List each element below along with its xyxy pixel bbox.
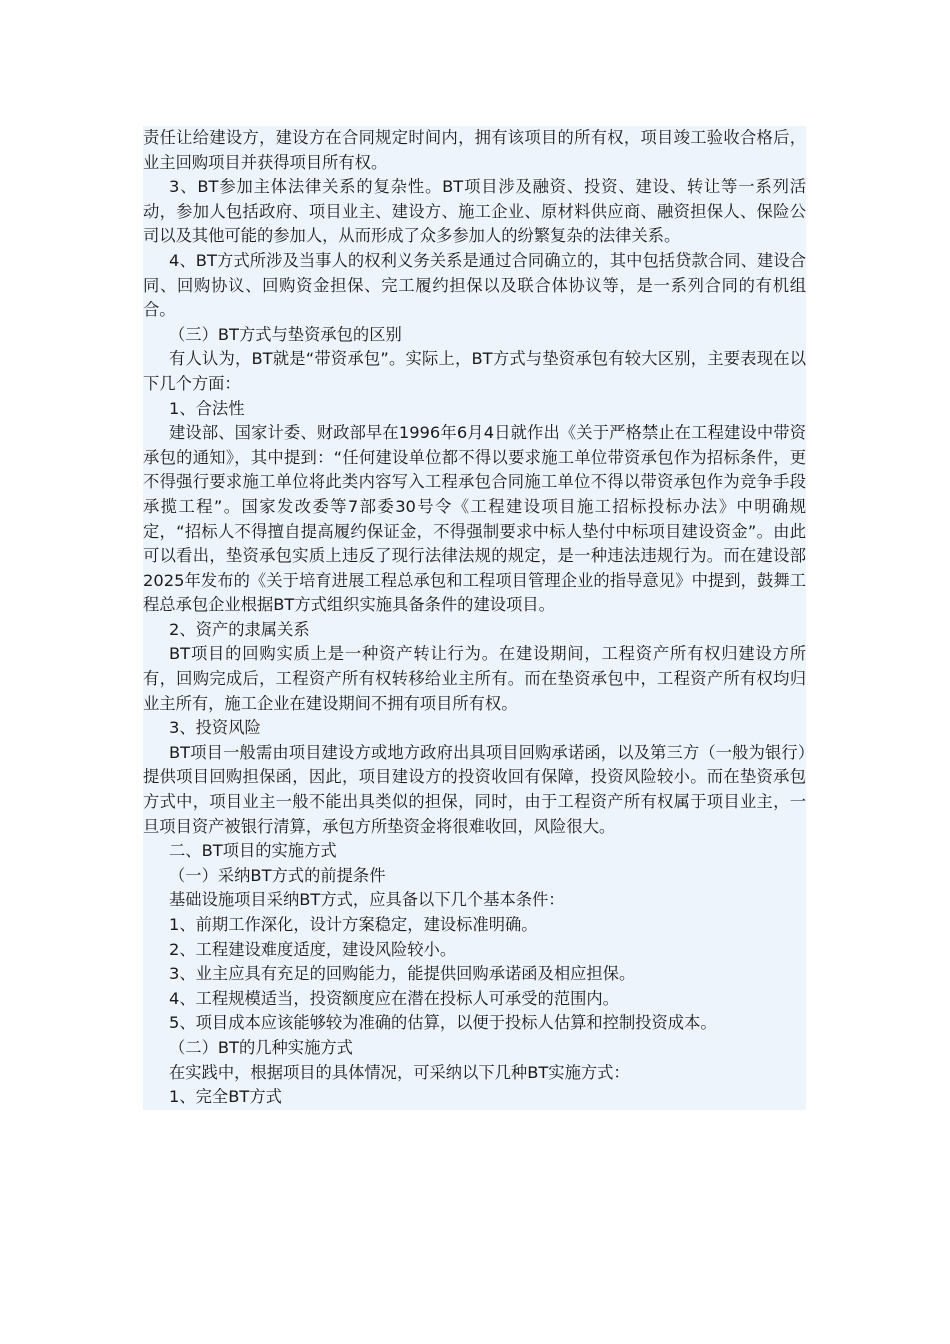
list-item: 2、工程建设难度适度，建设风险较小。	[169, 939, 457, 959]
paragraph: 有人认为，BT就是“带资承包”。实际上，BT方式与垫资承包有较大区别，主要表现在以下几个方面：	[143, 349, 806, 393]
section-heading: （三）BT方式与垫资承包的区别	[169, 324, 402, 344]
list-item: 1、前期工作深化，设计方案稳定，建设标准明确。	[169, 915, 538, 934]
paragraph: BT项目一般需由项目建设方或地方政府出具项目回购承诺函，以及第三方（一般为银行）提供项目回购担保函，因此，项目建设方的投资收回有保障，投资风险较小。而在垫资承包方式中，项目业主一般不能出具类似的担保，同时，由于工程资产所有权属于项目业主，一旦项目资产被银行清算，承包方所垫资金将很难收回，风险很大。	[143, 742, 806, 836]
subheading: 1、合法性	[169, 398, 245, 418]
list-item: 5、项目成本应该能够较为准确的估算，以便于投标人估算和控制投资成本。	[169, 1013, 717, 1033]
section-heading: （二）BT的几种实施方式	[169, 1037, 353, 1057]
paragraph: 3、BT参加主体法律关系的复杂性。BT项目涉及融资、投资、建设、转让等一系列活动，参加人包括政府、项目业主、建设方、施工企业、原材料供应商、融资担保人、保险公司以及其他可能的参加人，从而形成了众多参加人的纷繁复杂的法律关系。	[143, 177, 806, 246]
subheading: 2、资产的隶属关系	[169, 619, 310, 639]
section-heading: 二、BT项目的实施方式	[169, 841, 337, 861]
paragraph: 责任让给建设方，建设方在合同规定时间内，拥有该项目的所有权，项目竣工验收合格后，业主回购项目并获得项目所有权。	[143, 128, 806, 172]
paragraph: 在实践中，根据项目的具体情况，可采纳以下几种BT实施方式：	[169, 1062, 630, 1082]
subheading: 3、投资风险	[169, 718, 261, 738]
paragraph: BT项目的回购实质上是一种资产转让行为。在建设期间，工程资产所有权归建设方所有，回购完成后，工程资产所有权转移给业主所有。而在垫资承包中，工程资产所有权均归业主所有，施工企业在建设期间不拥有项目所有权。	[143, 644, 806, 713]
paragraph: 基础设施项目采纳BT方式，应具备以下几个基本条件：	[169, 890, 565, 910]
section-heading: （一）采纳BT方式的前提条件	[169, 865, 386, 885]
paragraph: 4、BT方式所涉及当事人的权利义务关系是通过合同确立的，其中包括贷款合同、建设合同、回购协议、回购资金担保、完工履约担保以及联合体协议等，是一系列合同的有机组合。	[143, 250, 806, 320]
paragraph: 建设部、国家计委、财政部早在1996年6月4日就作出《关于严格禁止在工程建设中带资承包的通知》，其中提到：“任何建设单位都不得以要求施工单位带资承包作为招标条件，更不得强行要求施工单位将此类内容写入工程承包合同施工单位不得以带资承包作为竞争手段承揽工程”。国家发改委等7部委30号令《工程建设项目施工招标投标办法》中明确规定，“招标人不得擅自提高履约保证金，不得强制要求中标人垫付中标项目建设资金”。由此可以看出，垫资承包实质上违反了现行法律法规的规定，是一种违法违规行为。而在建设部2025年发布的《关于培育进展工程总承包和工程项目管理企业的指导意见》中提到，鼓舞工程总承包企业根据BT方式组织实施具备条件的建设项目。	[143, 423, 806, 615]
list-item: 4、工程规模适当，投资额度应在潜在投标人可承受的范围内。	[169, 988, 619, 1008]
subheading: 1、完全BT方式	[169, 1087, 282, 1107]
list-item: 3、业主应具有充足的回购能力，能提供回购承诺函及相应担保。	[169, 964, 636, 984]
document-body	[143, 126, 806, 1110]
